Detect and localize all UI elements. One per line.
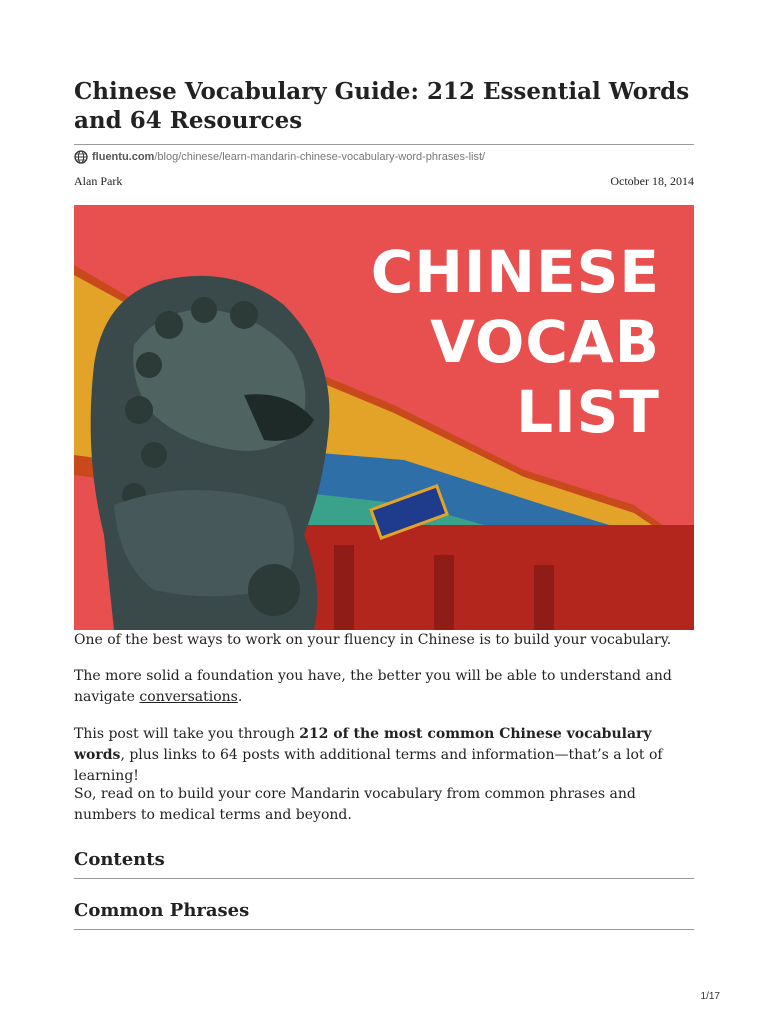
url-path[interactable]: /blog/chinese/learn-mandarin-chinese-vocabulary-word-phrases-list/: [154, 151, 486, 163]
source-url[interactable]: [74, 149, 485, 165]
globe-icon: [74, 150, 88, 164]
article-title: Chinese Vocabulary Guide: 212 Essential Words and 64 Resources: [74, 78, 690, 134]
hero-line-2: VOCAB: [430, 308, 660, 376]
title-divider: [74, 144, 694, 145]
heading-common-phrases: Common Phrases: [74, 900, 250, 921]
paragraph-overview: [74, 724, 694, 787]
hero-line-1: CHINESE: [370, 238, 660, 306]
contents-divider: [74, 878, 694, 879]
hero-image: [74, 205, 694, 630]
paragraph-foundation-end: .: [237, 689, 243, 705]
article-meta: [74, 174, 694, 189]
hero-title: [371, 237, 660, 447]
common-phrases-divider: [74, 929, 694, 930]
paragraph-intro: One of the best ways to work on your fluency in Chinese is to build your vocabulary.: [74, 632, 672, 648]
paragraph-overview-bold: 212 of the most common Chinese vocabulary words: [74, 726, 652, 763]
paragraph-overview-end: , plus links to 64 posts with additional terms and information—that’s a lot of learning!: [74, 747, 663, 784]
author-name: Alan Park: [74, 174, 123, 188]
url-domain[interactable]: fluentu.com: [92, 151, 155, 163]
paragraph-foundation: [74, 666, 694, 708]
page-indicator: 1/17: [700, 991, 720, 1002]
paragraph-overview-start: This post will take you through: [74, 726, 300, 742]
paragraph-read-on: So, read on to build your core Mandarin vocabulary from common phrases and numbers to medical terms and beyond.: [74, 786, 636, 823]
conversations-link[interactable]: conversations: [139, 689, 238, 705]
paragraph-foundation-text: The more solid a foundation you have, the better you will be able to understand and navigate: [74, 668, 672, 705]
hero-line-3: LIST: [516, 378, 660, 446]
heading-contents: Contents: [74, 849, 165, 870]
publish-date: October 18, 2014: [610, 174, 694, 188]
